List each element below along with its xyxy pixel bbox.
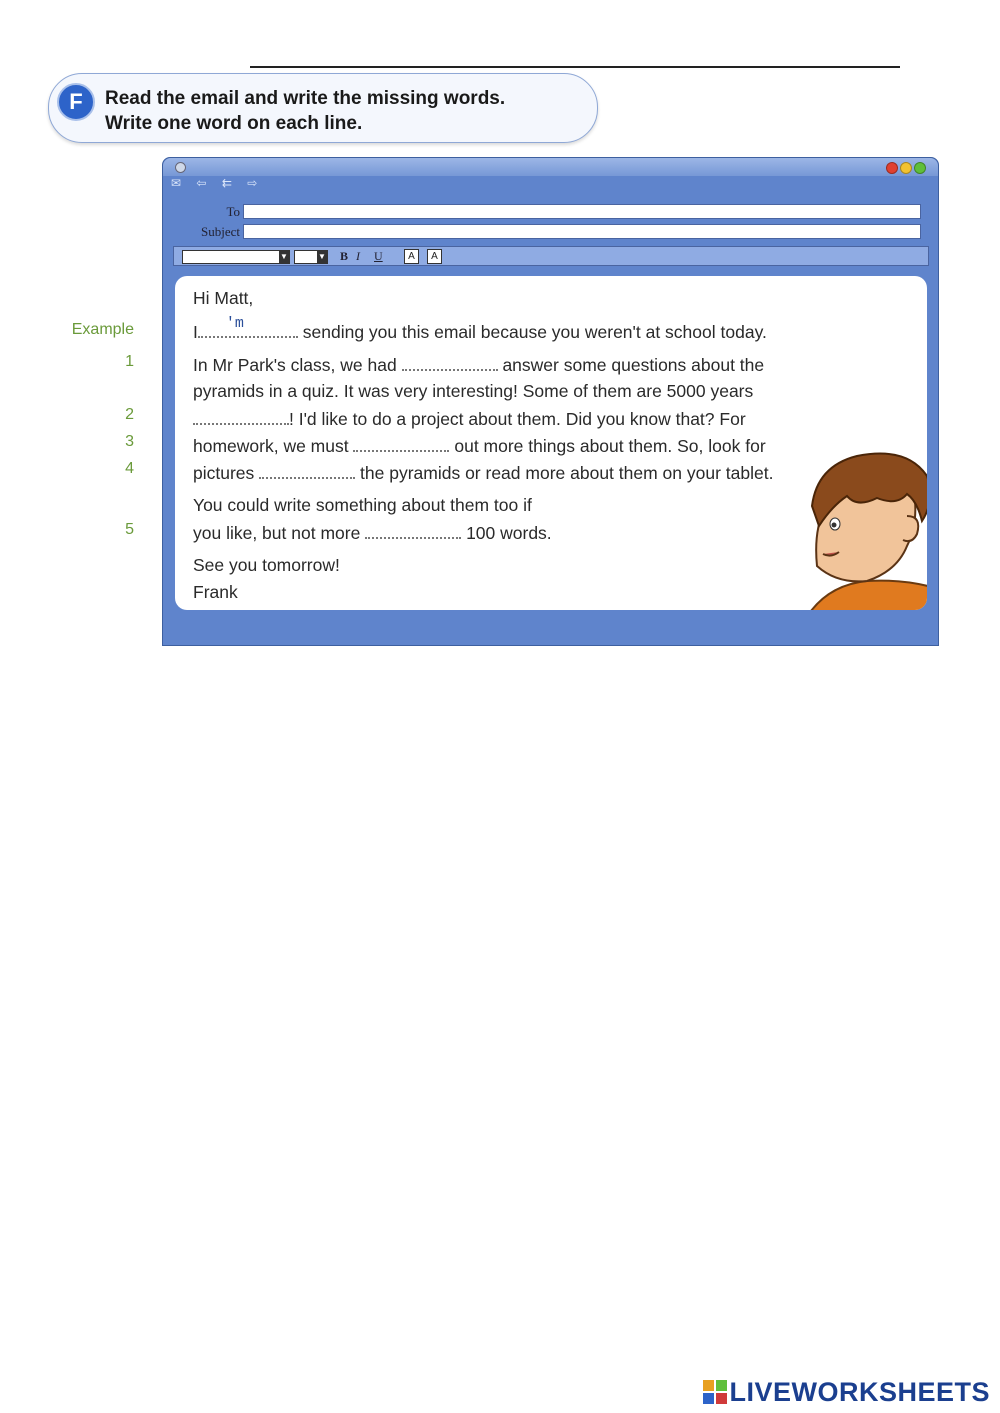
example-blank	[198, 315, 298, 338]
highlight-button[interactable]: A	[427, 249, 442, 264]
email-window	[162, 157, 939, 646]
greeting	[193, 285, 253, 312]
size-select[interactable]	[294, 250, 328, 264]
blank-5[interactable]	[365, 519, 461, 539]
greeting-text: Hi Matt,	[193, 288, 254, 308]
example-pre: I	[193, 322, 198, 342]
to-label: To	[226, 204, 240, 219]
chevron-down-icon: ▼	[280, 252, 288, 261]
signature: Frank	[193, 582, 238, 602]
italic-button[interactable]: I	[356, 249, 360, 263]
forward-icon[interactable]: ⇨	[247, 176, 258, 190]
instruction-line-2: Write one word on each line.	[105, 113, 363, 134]
liveworksheets-logo-icon	[703, 1380, 727, 1404]
email-body	[175, 276, 927, 610]
p1-line3: ! I'd like to do a project about them. Did you know that? For	[289, 409, 746, 429]
example-post: sending you this email because you weren't at school today.	[302, 322, 767, 342]
label-4: 4	[125, 460, 134, 477]
minimize-light-icon[interactable]	[900, 162, 912, 174]
close-light-icon[interactable]	[886, 162, 898, 174]
blank-2[interactable]	[193, 405, 289, 425]
blank-3[interactable]	[353, 432, 449, 452]
label-1: 1	[125, 353, 134, 370]
brand-text: LIVEWORKSHEETS	[729, 1377, 990, 1407]
window-controls	[884, 161, 926, 179]
subject-row	[163, 224, 923, 240]
title-bar	[163, 158, 938, 176]
to-field[interactable]	[243, 204, 921, 219]
to-row	[163, 204, 923, 220]
subject-field[interactable]	[243, 224, 921, 239]
chevron-down-icon: ▼	[318, 252, 326, 261]
example-line	[193, 315, 767, 345]
p2-line1: You could write something about them too if	[193, 495, 532, 515]
top-rule	[250, 66, 900, 68]
instruction-box	[48, 73, 598, 143]
p2-line2-b: 100 words.	[466, 523, 552, 543]
p1-line2: pyramids in a quiz. It was very interesting! Some of them are 5000 years	[193, 381, 754, 401]
boy-illustration	[757, 446, 927, 610]
label-3: 3	[125, 433, 134, 450]
blank-4[interactable]	[259, 459, 355, 479]
label-2: 2	[125, 406, 134, 423]
paragraph-1	[193, 351, 773, 486]
instruction-text	[105, 86, 505, 136]
p1-line1-b: answer some questions about the	[502, 355, 765, 375]
closing-text: See you tomorrow!	[193, 555, 340, 575]
p2-line2-a: you like, but not more	[193, 523, 361, 543]
font-color-button[interactable]: A	[404, 249, 419, 264]
exercise-badge: F	[57, 83, 95, 121]
bold-button[interactable]: B	[340, 249, 349, 263]
p1-line4-a: homework, we must	[193, 436, 349, 456]
brand-logo	[703, 1377, 990, 1408]
p1-line1-a: In Mr Park's class, we had	[193, 355, 397, 375]
label-5: 5	[125, 521, 134, 538]
label-example: Example	[71, 321, 134, 338]
paragraph-2	[193, 492, 552, 546]
subject-label: Subject	[201, 224, 240, 239]
example-answer: 'm	[225, 315, 244, 332]
maximize-light-icon[interactable]	[914, 162, 926, 174]
reply-icon[interactable]: ⇦	[196, 176, 207, 190]
p1-line5-b: the pyramids or read more about them on your tablet.	[360, 463, 774, 483]
p1-line4-b: out more things about them. So, look for	[454, 436, 766, 456]
format-toolbar	[173, 246, 929, 266]
envelope-icon[interactable]: ✉	[171, 176, 182, 190]
underline-button[interactable]: U	[374, 249, 383, 263]
reply-all-icon[interactable]: ⇇	[221, 176, 232, 190]
closing-block	[193, 552, 340, 606]
instruction-line-1: Read the email and write the missing words.	[105, 88, 506, 109]
font-select[interactable]	[182, 250, 290, 264]
window-menu-icon[interactable]	[175, 162, 186, 173]
blank-1[interactable]	[402, 351, 498, 371]
mail-toolbar	[171, 176, 269, 192]
p1-line5-a: pictures	[193, 463, 255, 483]
